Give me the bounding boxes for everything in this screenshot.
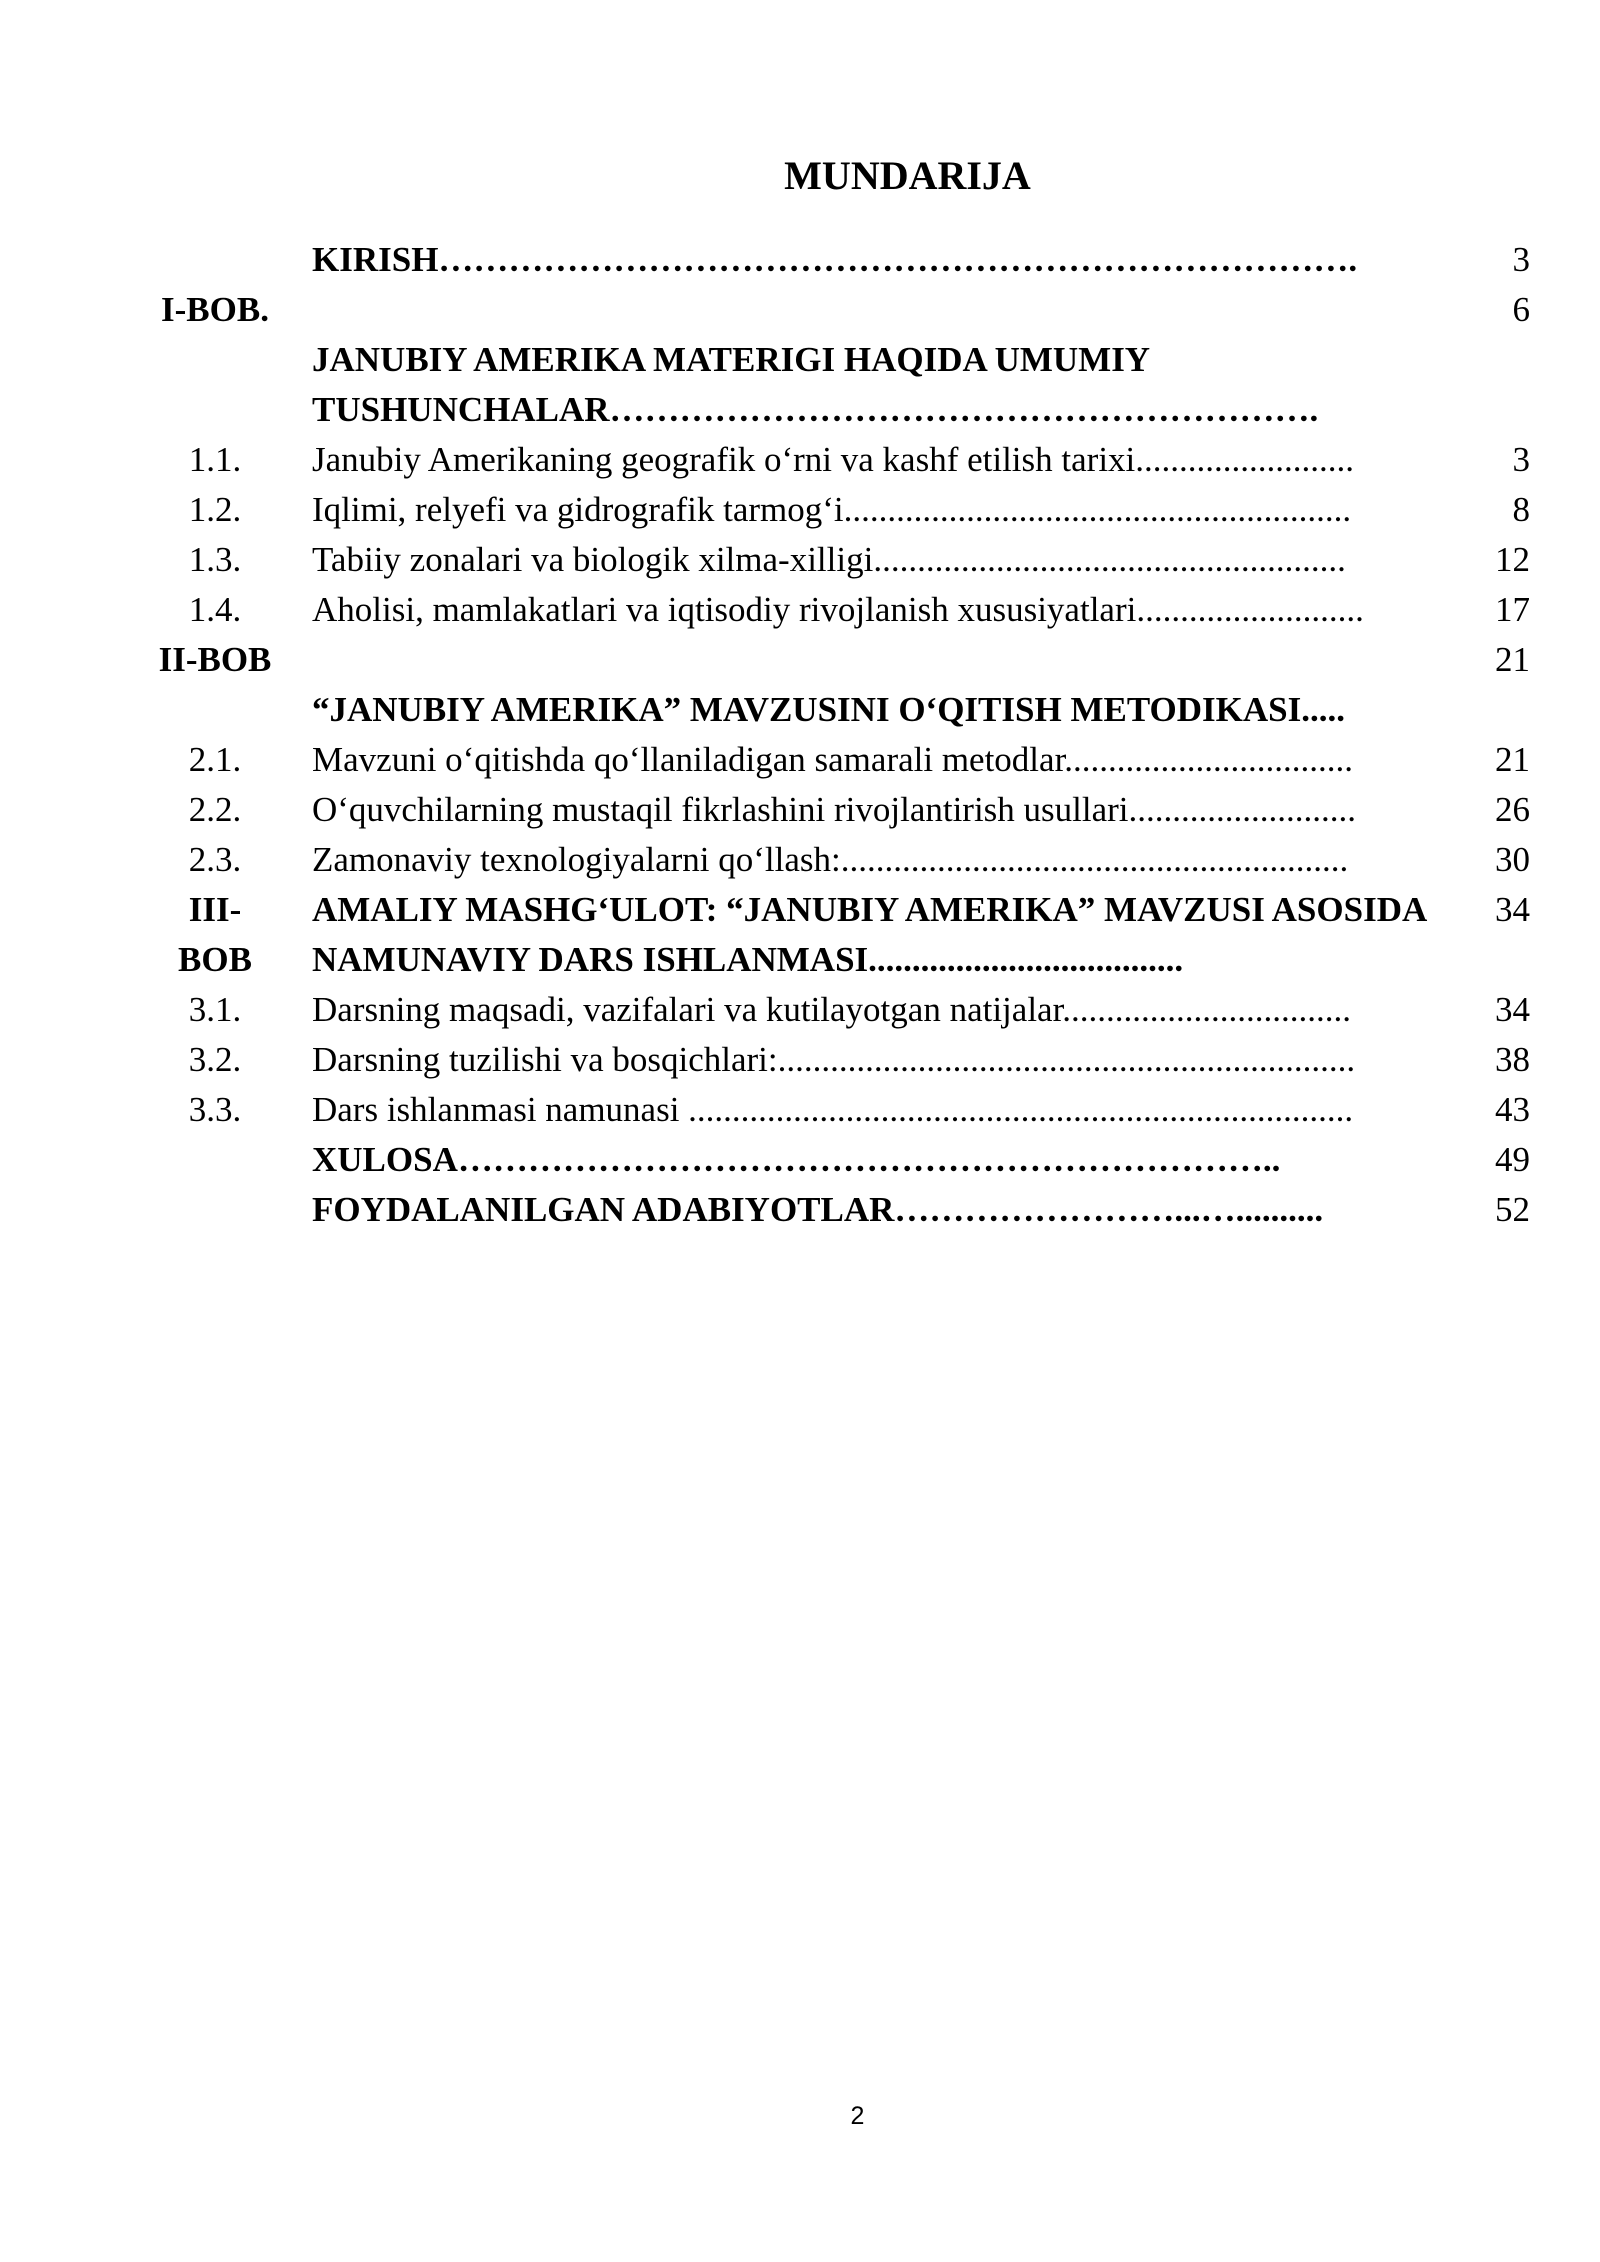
toc-entry-page: 3 <box>1512 240 1530 279</box>
toc-entry <box>150 635 1530 685</box>
toc-entry-number: II-BOB <box>158 640 272 679</box>
toc-entry <box>150 735 1530 785</box>
toc-entry-page: 3 <box>1512 440 1530 479</box>
toc-entry-title: FOYDALANILGAN ADABIYOTLAR……………………...….......... <box>312 1190 1324 1229</box>
toc-entry <box>150 335 1530 435</box>
toc-entry-title: Iqlimi, relyefi va gidrografik tarmog‘i.......................................................... <box>312 490 1352 529</box>
toc-entry-title: Darsning tuzilishi va bosqichlari:.................................................................. <box>312 1040 1356 1079</box>
toc-entry-page: 21 <box>1495 740 1530 779</box>
page-title: MUNDARIJA <box>784 153 1031 198</box>
toc-entry-number: 2.3. <box>188 840 242 879</box>
toc-entry-title <box>312 635 1440 685</box>
toc-entry-title: O‘quvchilarning mustaqil fikrlashini rivojlantirish usullari.......................... <box>312 790 1357 829</box>
toc-entry-title: Aholisi, mamlakatlari va iqtisodiy rivojlanish xususiyatlari.......................... <box>312 590 1364 629</box>
toc-entry-number: 3.2. <box>188 1040 242 1079</box>
toc-entry-title: Mavzuni o‘qitishda qo‘llaniladigan samarali metodlar................................. <box>312 740 1354 779</box>
toc-entry <box>150 835 1530 885</box>
toc-entry-number: I-BOB. <box>161 290 269 329</box>
toc-entry-page: 8 <box>1512 490 1530 529</box>
toc-entry-page: 30 <box>1495 840 1530 879</box>
toc-entry-page: 34 <box>1495 990 1530 1029</box>
toc-entry <box>150 1035 1530 1085</box>
toc-entry-title: “JANUBIY AMERIKA” MAVZUSINI O‘QITISH METODIKASI..... <box>312 690 1345 729</box>
toc-entry-title <box>312 285 1440 335</box>
toc-entry <box>150 285 1530 335</box>
toc-entry-page: 21 <box>1495 640 1530 679</box>
toc-entry <box>150 785 1530 835</box>
toc-entry-page: 17 <box>1495 590 1530 629</box>
toc-entry-title: AMALIY MASHG‘ULOT: “JANUBIY AMERIKA” MAVZUSI ASOSIDA NAMUNAVIY DARS ISHLANMASI.................................... <box>312 890 1426 979</box>
toc-entry <box>150 585 1530 635</box>
toc-entry-number: 2.2. <box>188 790 242 829</box>
toc-entry-title: KIRISH……………………………………………………………………. <box>312 240 1358 279</box>
toc-entry-title: XULOSA…………………………………………………………….. <box>312 1140 1281 1179</box>
toc-entry-number: 2.1. <box>188 740 242 779</box>
toc-entry-number: III- BOB <box>178 890 252 979</box>
toc-entry-page: 38 <box>1495 1040 1530 1079</box>
toc-entry-number: 3.1. <box>188 990 242 1029</box>
toc-entry-page: 12 <box>1495 540 1530 579</box>
toc-entry <box>150 485 1530 535</box>
toc-entry-title: Janubiy Amerikaning geografik o‘rni va kashf etilish tarixi......................... <box>312 440 1355 479</box>
toc-entry <box>150 435 1530 485</box>
toc-entry-title: Dars ishlanmasi namunasi ............................................................................ <box>312 1090 1354 1129</box>
table-of-contents <box>150 235 1530 1235</box>
toc-entry-page: 6 <box>1512 290 1530 329</box>
toc-entry-title: Tabiiy zonalari va biologik xilma-xilligi...................................................... <box>312 540 1346 579</box>
toc-entry <box>150 535 1530 585</box>
toc-entry <box>150 1185 1530 1235</box>
toc-entry-page: 34 <box>1495 890 1530 929</box>
toc-entry <box>150 1135 1530 1185</box>
toc-entry <box>150 685 1530 735</box>
toc-entry-number: 1.1. <box>188 440 242 479</box>
toc-entry-page: 49 <box>1495 1140 1530 1179</box>
toc-entry-page: 52 <box>1495 1190 1530 1229</box>
toc-entry-number: 1.2. <box>188 490 242 529</box>
toc-entry-page: 26 <box>1495 790 1530 829</box>
toc-entry-title: Darsning maqsadi, vazifalari va kutilayotgan natijalar................................. <box>312 990 1352 1029</box>
toc-entry-number: 3.3. <box>188 1090 242 1129</box>
toc-entry-number: 1.4. <box>188 590 242 629</box>
toc-entry <box>150 885 1530 985</box>
toc-entry-title: JANUBIY AMERIKA MATERIGI HAQIDA UMUMIY TUSHUNCHALAR……………………………………………………. <box>312 340 1319 429</box>
footer-page-number: 2 <box>850 2102 865 2130</box>
toc-entry <box>150 1085 1530 1135</box>
toc-entry-title: Zamonaviy texnologiyalarni qo‘llash:.......................................................... <box>312 840 1349 879</box>
toc-entry <box>150 235 1530 285</box>
toc-entry <box>150 985 1530 1035</box>
toc-entry-number: 1.3. <box>188 540 242 579</box>
toc-entry-page: 43 <box>1495 1090 1530 1129</box>
